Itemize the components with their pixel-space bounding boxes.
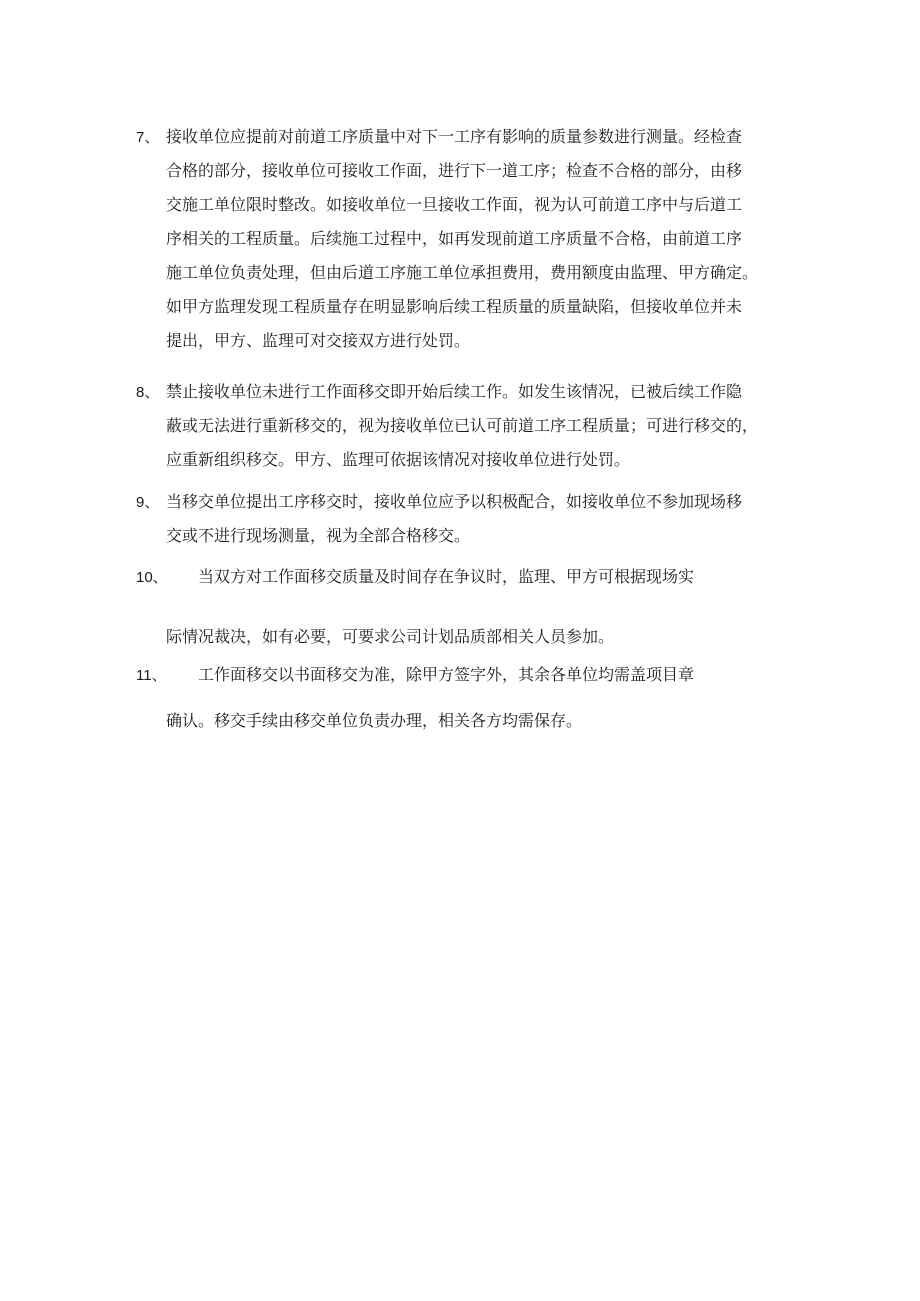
clause-line: 交或不进行现场测量，视为全部合格移交。 xyxy=(166,526,471,545)
clause-number: 11、 xyxy=(136,667,167,684)
clause-9 xyxy=(136,485,796,553)
clause-line: 际情况裁决，如有必要，可要求公司计划品质部相关人员参加。 xyxy=(166,627,615,646)
clause-number: 7、 xyxy=(136,129,160,146)
clause-line xyxy=(136,375,796,409)
clause-line: 确认。移交手续由移交单位负责办理，相关各方均需保存。 xyxy=(166,711,583,730)
clause-line: 施工单位负责处理，但由后道工序施工单位承担费用，费用额度由监理、甲方确定。 xyxy=(166,263,759,282)
clause-line xyxy=(136,560,796,594)
clause-text: 当双方对工作面移交质量及时间存在争议时，监理、甲方可根据现场实 xyxy=(198,567,695,586)
clause-line: 序相关的工程质量。后续施工过程中，如再发现前道工序质量不合格，由前道工序 xyxy=(166,229,743,248)
clause-line xyxy=(136,120,796,154)
clause-line xyxy=(136,658,796,692)
clause-number: 8、 xyxy=(136,384,160,401)
clause-line: 蔽或无法进行重新移交的，视为接收单位已认可前道工序工程质量；可进行移交的， xyxy=(166,416,759,435)
clause-10 xyxy=(136,560,796,654)
clause-number: 9、 xyxy=(136,494,160,511)
clause-11 xyxy=(136,658,796,738)
clause-7 xyxy=(136,120,796,358)
clause-number: 10、 xyxy=(136,569,168,586)
clause-text: 工作面移交以书面移交为准，除甲方签字外，其余各单位均需盖项目章 xyxy=(198,665,695,684)
clause-line: 如甲方监理发现工程质量存在明显影响后续工程质量的质量缺陷，但接收单位并未 xyxy=(166,297,743,316)
clause-line: 应重新组织移交。甲方、监理可依据该情况对接收单位进行处罚。 xyxy=(166,450,631,469)
clause-8 xyxy=(136,375,796,477)
clause-text: 禁止接收单位未进行工作面移交即开始后续工作。如发生该情况，已被后续工作隐 xyxy=(166,382,743,401)
clause-line: 合格的部分，接收单位可接收工作面，进行下一道工序；检查不合格的部分，由移 xyxy=(166,161,743,180)
clause-line: 提出，甲方、监理可对交接双方进行处罚。 xyxy=(166,331,471,350)
clause-text: 接收单位应提前对前道工序质量中对下一工序有影响的质量参数进行测量。经检查 xyxy=(166,127,743,146)
clause-text: 当移交单位提出工序移交时，接收单位应予以积极配合，如接收单位不参加现场移 xyxy=(166,492,743,511)
clause-line xyxy=(136,485,796,519)
clause-line: 交施工单位限时整改。如接收单位一旦接收工作面，视为认可前道工序中与后道工 xyxy=(166,195,743,214)
